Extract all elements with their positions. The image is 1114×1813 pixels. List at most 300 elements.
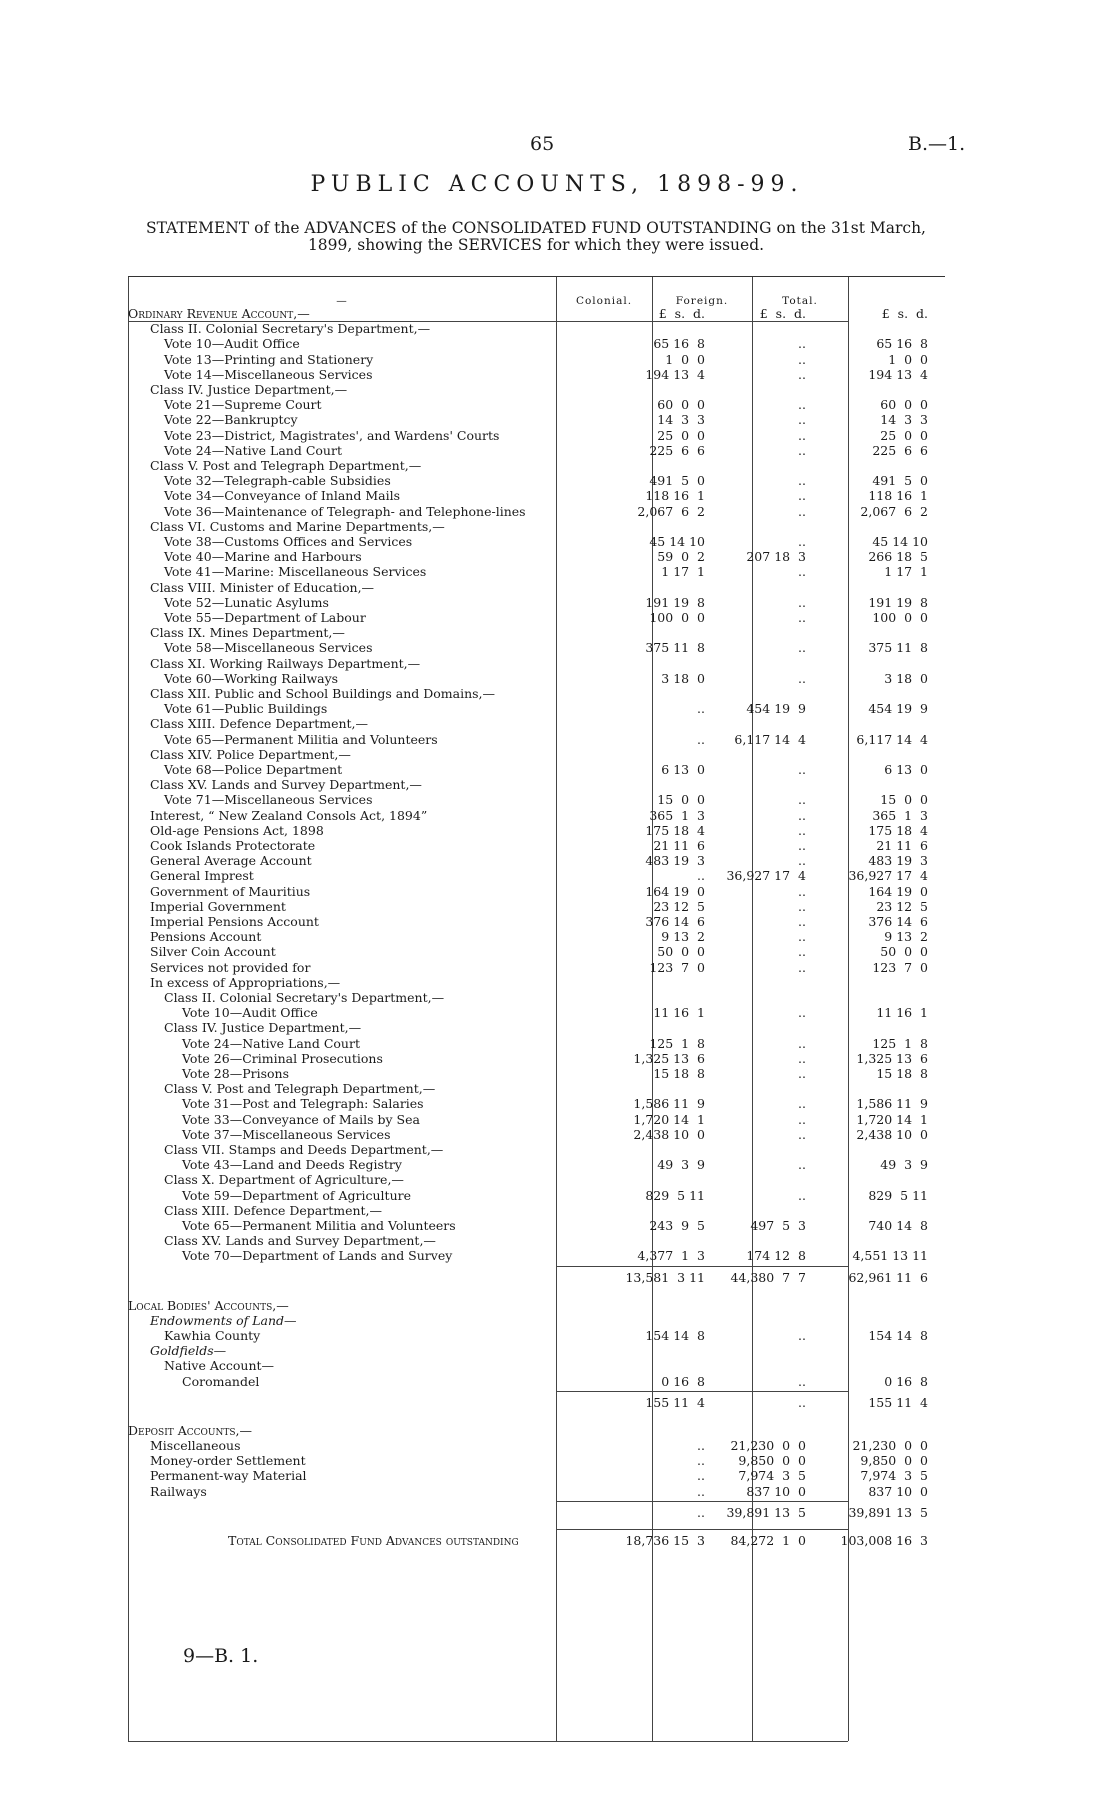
total-amount: 62,961 11 6 xyxy=(848,1269,928,1285)
table-row xyxy=(128,1468,945,1483)
foreign-amount: .. xyxy=(798,1126,806,1142)
table-row xyxy=(128,990,945,1005)
colonial-amount: .. xyxy=(697,1504,705,1520)
total-amount: 2,438 10 0 xyxy=(856,1126,928,1142)
table-row xyxy=(128,458,945,473)
row-label: Vote 36—Maintenance of Telegraph- and Telephone-lines xyxy=(164,503,526,519)
colonial-amount: 154 14 8 xyxy=(645,1328,705,1343)
table-row xyxy=(128,625,945,640)
row-label: Ordinary Revenue Account,— xyxy=(128,306,310,321)
row-label: Imperial Pensions Account xyxy=(150,914,319,929)
foreign-amount: .. xyxy=(798,838,806,853)
total-amount: 1,325 13 6 xyxy=(856,1050,928,1066)
colonial-amount: 118 16 1 xyxy=(645,488,705,504)
row-label: Vote 60—Working Railways xyxy=(164,670,339,686)
table-row xyxy=(128,1020,945,1035)
colonial-amount: 829 5 11 xyxy=(645,1187,705,1203)
row-label: Class XII. Public and School Buildings and Domains,— xyxy=(150,686,496,701)
colonial-amount: 225 6 6 xyxy=(649,442,705,458)
colonial-amount: 155 11 4 xyxy=(645,1394,705,1410)
colonial-amount: 194 13 4 xyxy=(645,366,705,382)
total-amount: 15 0 0 xyxy=(880,792,928,808)
row-label: Vote 32—Telegraph-cable Subsidies xyxy=(164,473,391,489)
foreign-amount: .. xyxy=(798,944,806,960)
foreign-amount: 21,230 0 0 xyxy=(730,1438,806,1453)
total-amount: 4,551 13 11 xyxy=(852,1248,928,1264)
row-label: Vote 22—Bankruptcy xyxy=(164,412,298,428)
row-label: Vote 14—Miscellaneous Services xyxy=(164,366,373,382)
table-row xyxy=(128,1188,945,1203)
colonial-amount: 1,325 13 6 xyxy=(633,1050,705,1066)
row-label: Vote 10—Audit Office xyxy=(164,336,300,352)
row-label: Kawhia County xyxy=(164,1328,261,1343)
table-row xyxy=(128,1142,945,1157)
table-row xyxy=(128,1343,945,1358)
colonial-amount: .. xyxy=(697,868,705,884)
row-label: Deposit Accounts,— xyxy=(128,1422,253,1438)
colonial-amount: .. xyxy=(697,1468,705,1484)
total-amount: 483 19 3 xyxy=(868,853,928,869)
colonial-amount: .. xyxy=(697,701,705,717)
total-amount: 3 18 0 xyxy=(884,670,928,686)
foreign-amount: 837 10 0 xyxy=(746,1483,806,1499)
row-label: In excess of Appropriations,— xyxy=(150,974,341,990)
colonial-amount: 50 0 0 xyxy=(657,944,705,960)
foreign-amount: 174 12 8 xyxy=(746,1248,806,1264)
foreign-amount: .. xyxy=(798,412,806,428)
row-label: Vote 34—Conveyance of Inland Mails xyxy=(164,488,400,504)
colonial-amount: 483 19 3 xyxy=(645,853,705,869)
total-amount: 25 0 0 xyxy=(880,427,928,443)
row-label: Class XIII. Defence Department,— xyxy=(150,716,369,732)
colonial-amount: 59 0 2 xyxy=(657,549,705,565)
total-amount: 175 18 4 xyxy=(868,822,928,838)
foreign-amount: 84,272 1 0 xyxy=(730,1532,806,1548)
foreign-amount: 44,380 7 7 xyxy=(730,1269,806,1285)
table-row xyxy=(128,1533,945,1548)
row-label: General Average Account xyxy=(150,853,312,869)
colonial-amount: 15 18 8 xyxy=(653,1066,705,1081)
column-header-blank: — xyxy=(336,295,348,307)
row-label: Class V. Post and Telegraph Department,— xyxy=(150,458,422,473)
total-amount: 155 11 4 xyxy=(868,1394,928,1410)
total-amount: 123 7 0 xyxy=(872,959,928,975)
row-label: Vote 59—Department of Agriculture xyxy=(182,1187,411,1203)
colonial-amount: 1 17 1 xyxy=(661,564,705,580)
foreign-amount: .. xyxy=(798,1035,806,1051)
page-title: PUBLIC ACCOUNTS, 1898-99. xyxy=(310,172,804,197)
total-amount: 50 0 0 xyxy=(880,944,928,960)
table-row xyxy=(128,488,945,503)
colonial-amount: 0 16 8 xyxy=(661,1373,705,1389)
foreign-amount: .. xyxy=(798,1096,806,1112)
table-row xyxy=(128,732,945,747)
table-row xyxy=(128,1328,945,1343)
foreign-amount: .. xyxy=(798,397,806,413)
row-label: Old-age Pensions Act, 1898 xyxy=(150,822,324,838)
colonial-amount: 23 12 5 xyxy=(653,898,705,914)
column-header-colonial: Colonial. xyxy=(575,295,633,307)
colonial-amount: .. xyxy=(697,731,705,747)
row-label: Vote 61—Public Buildings xyxy=(164,701,328,717)
total-amount: 118 16 1 xyxy=(868,488,928,504)
table-row xyxy=(128,716,945,731)
row-label: Class XIII. Defence Department,— xyxy=(164,1202,383,1218)
table-row xyxy=(128,1233,945,1248)
total-amount: 1 0 0 xyxy=(888,351,928,367)
total-amount: 9 13 2 xyxy=(884,929,928,945)
total-amount: 6 13 0 xyxy=(884,762,928,777)
table-row xyxy=(128,1358,945,1373)
colonial-amount: 11 16 1 xyxy=(653,1005,705,1021)
row-label: Class XV. Lands and Survey Department,— xyxy=(150,777,422,793)
table-row xyxy=(128,595,945,610)
foreign-amount: .. xyxy=(798,473,806,489)
row-label: Railways xyxy=(150,1483,207,1499)
total-amount: 39,891 13 5 xyxy=(848,1504,928,1520)
table-row xyxy=(128,868,945,883)
row-label: Vote 65—Permanent Militia and Volunteers xyxy=(164,731,438,747)
total-amount: 376 14 6 xyxy=(868,914,928,929)
row-label: Class X. Department of Agriculture,— xyxy=(164,1172,404,1188)
table-row xyxy=(128,306,945,321)
colonial-amount: 100 0 0 xyxy=(649,610,705,625)
row-label: Class VI. Customs and Marine Departments,— xyxy=(150,518,445,534)
table-row xyxy=(128,762,945,777)
column-header-foreign: Foreign. xyxy=(675,295,729,307)
colonial-amount: 4,377 1 3 xyxy=(637,1248,705,1264)
table-row xyxy=(128,1127,945,1142)
foreign-amount: .. xyxy=(798,898,806,914)
colonial-amount: 375 11 8 xyxy=(645,640,705,656)
table-row xyxy=(128,975,945,990)
total-amount: 21,230 0 0 xyxy=(852,1438,928,1453)
foreign-amount: .. xyxy=(798,1187,806,1203)
row-label: Vote 71—Miscellaneous Services xyxy=(164,792,373,808)
total-amount: 225 6 6 xyxy=(872,442,928,458)
colonial-amount: 13,581 3 11 xyxy=(625,1269,705,1285)
row-label: Imperial Government xyxy=(150,898,286,914)
table-row xyxy=(128,884,945,899)
table-row xyxy=(128,321,945,336)
total-amount: 100 0 0 xyxy=(872,610,928,625)
total-amount: 125 1 8 xyxy=(872,1035,928,1051)
colonial-amount: 243 9 5 xyxy=(649,1218,705,1233)
table-row xyxy=(128,747,945,762)
table-row xyxy=(128,352,945,367)
foreign-amount: 39,891 13 5 xyxy=(726,1504,806,1520)
total-amount: £ s. d. xyxy=(881,306,928,321)
table-row xyxy=(128,1313,945,1328)
row-label: Vote 70—Department of Lands and Survey xyxy=(182,1248,453,1264)
statement-heading: STATEMENT of the ADVANCES of the CONSOLIDATED FUND OUTSTANDING on the 31st March, 1899, showing the SERVICES for which they were issued. xyxy=(146,219,926,254)
table-row xyxy=(128,899,945,914)
colonial-amount: 14 3 3 xyxy=(657,412,705,428)
table-row xyxy=(128,397,945,412)
colonial-amount: 6 13 0 xyxy=(661,762,705,777)
colonial-amount: 60 0 0 xyxy=(657,397,705,413)
total-amount: 60 0 0 xyxy=(880,397,928,413)
foreign-amount: .. xyxy=(798,351,806,367)
foreign-amount: 9,850 0 0 xyxy=(738,1453,806,1469)
row-label: Vote 24—Native Land Court xyxy=(182,1035,360,1051)
total-amount: 365 1 3 xyxy=(872,807,928,823)
row-label: Services not provided for xyxy=(150,959,311,975)
column-header-total: Total. xyxy=(782,295,818,307)
foreign-amount: .. xyxy=(798,1111,806,1127)
colonial-amount: 15 0 0 xyxy=(657,792,705,808)
total-amount: 1 17 1 xyxy=(884,564,928,580)
colonial-amount: 491 5 0 xyxy=(649,473,705,489)
foreign-amount: .. xyxy=(798,1050,806,1066)
total-amount: 11 16 1 xyxy=(876,1005,928,1021)
row-label: Vote 40—Marine and Harbours xyxy=(164,549,362,565)
table-row xyxy=(128,519,945,534)
foreign-amount: 207 18 3 xyxy=(746,549,806,565)
table-row xyxy=(128,336,945,351)
document-reference: B.—1. xyxy=(908,133,966,155)
row-label: Class XIV. Police Department,— xyxy=(150,746,351,762)
total-amount: 164 19 0 xyxy=(868,883,928,899)
total-amount: 829 5 11 xyxy=(868,1187,928,1203)
total-amount: 23 12 5 xyxy=(876,898,928,914)
total-amount: 2,067 6 2 xyxy=(860,503,928,519)
foreign-amount: 36,927 17 4 xyxy=(726,868,806,884)
table-row xyxy=(128,823,945,838)
row-label: Class IX. Mines Department,— xyxy=(150,625,345,641)
colonial-amount: .. xyxy=(697,1483,705,1499)
table-row xyxy=(128,1203,945,1218)
table-row xyxy=(128,1423,945,1438)
total-amount: 7,974 3 5 xyxy=(860,1468,928,1484)
foreign-amount: 497 5 3 xyxy=(750,1218,806,1233)
row-label: Endowments of Land— xyxy=(150,1312,297,1328)
total-amount: 454 19 9 xyxy=(868,701,928,717)
foreign-amount: .. xyxy=(798,792,806,808)
row-label: Vote 24—Native Land Court xyxy=(164,442,342,458)
table-row xyxy=(128,610,945,625)
row-label: Vote 43—Land and Deeds Registry xyxy=(182,1157,402,1173)
foreign-amount: 454 19 9 xyxy=(746,701,806,717)
colonial-amount: .. xyxy=(697,1438,705,1453)
row-label: Vote 10—Audit Office xyxy=(182,1005,318,1021)
colonial-amount: 2,067 6 2 xyxy=(637,503,705,519)
total-amount: 375 11 8 xyxy=(868,640,928,656)
subtotal-rule xyxy=(556,1266,848,1267)
table-row xyxy=(128,549,945,564)
colonial-amount: 376 14 6 xyxy=(645,914,705,929)
row-label: Local Bodies' Accounts,— xyxy=(128,1297,289,1313)
total-amount: 6,117 14 4 xyxy=(856,731,928,747)
table-row xyxy=(128,412,945,427)
table-row xyxy=(128,1298,945,1313)
colonial-amount: 25 0 0 xyxy=(657,427,705,443)
total-amount: 103,008 16 3 xyxy=(840,1532,928,1548)
foreign-amount: .. xyxy=(798,1328,806,1343)
table-row xyxy=(128,382,945,397)
table-row xyxy=(128,473,945,488)
table-row xyxy=(128,960,945,975)
table-row xyxy=(128,1438,945,1453)
table-row xyxy=(128,1248,945,1263)
row-label: Total Consolidated Fund Advances outstanding xyxy=(228,1532,519,1548)
total-amount: 740 14 8 xyxy=(868,1218,928,1233)
table-row xyxy=(128,640,945,655)
table-row xyxy=(128,838,945,853)
row-label: Permanent-way Material xyxy=(150,1468,307,1484)
row-label: Vote 58—Miscellaneous Services xyxy=(164,640,373,656)
row-label: General Imprest xyxy=(150,868,254,884)
table-row xyxy=(128,1484,945,1499)
table-row xyxy=(128,1036,945,1051)
foreign-amount: .. xyxy=(798,807,806,823)
foreign-amount: .. xyxy=(798,914,806,929)
row-label: Class VIII. Minister of Education,— xyxy=(150,579,375,595)
row-label: Vote 37—Miscellaneous Services xyxy=(182,1126,391,1142)
row-label: Class V. Post and Telegraph Department,— xyxy=(164,1081,436,1097)
table-row xyxy=(128,1112,945,1127)
row-label: Silver Coin Account xyxy=(150,944,276,960)
row-label: Vote 26—Criminal Prosecutions xyxy=(182,1050,383,1066)
colonial-amount: 45 14 10 xyxy=(649,534,705,549)
row-label: Miscellaneous xyxy=(150,1438,241,1453)
total-amount: 194 13 4 xyxy=(868,366,928,382)
foreign-amount: .. xyxy=(798,959,806,975)
table-row xyxy=(128,656,945,671)
row-label: Vote 31—Post and Telegraph: Salaries xyxy=(182,1096,424,1112)
row-label: Native Account— xyxy=(164,1358,275,1374)
table-row xyxy=(128,504,945,519)
table-row xyxy=(128,671,945,686)
total-amount: 15 18 8 xyxy=(876,1066,928,1081)
total-amount: 49 3 9 xyxy=(880,1157,928,1173)
foreign-amount: .. xyxy=(798,1373,806,1389)
row-label: Vote 23—District, Magistrates', and Wardens' Courts xyxy=(164,427,500,443)
colonial-amount: £ s. d. xyxy=(658,306,705,321)
foreign-amount: .. xyxy=(798,564,806,580)
total-amount: 0 16 8 xyxy=(884,1373,928,1389)
subtotal-row xyxy=(128,1505,945,1520)
row-label: Vote 28—Prisons xyxy=(182,1066,289,1081)
table-row xyxy=(128,1005,945,1020)
foreign-amount: .. xyxy=(798,883,806,899)
table-row xyxy=(128,1096,945,1111)
total-amount: 491 5 0 xyxy=(872,473,928,489)
row-label: Coromandel xyxy=(182,1373,260,1389)
foreign-amount: £ s. d. xyxy=(759,306,806,321)
total-amount: 1,586 11 9 xyxy=(856,1096,928,1112)
table-row xyxy=(128,1157,945,1172)
row-label: Pensions Account xyxy=(150,929,262,945)
row-label: Vote 65—Permanent Militia and Volunteers xyxy=(182,1218,456,1233)
table-row xyxy=(128,853,945,868)
row-label: Interest, “ New Zealand Consols Act, 1894” xyxy=(150,807,428,823)
table-row xyxy=(128,1081,945,1096)
footer-signature: 9—B. 1. xyxy=(183,1645,259,1667)
row-label: Vote 21—Supreme Court xyxy=(164,397,322,413)
total-amount: 36,927 17 4 xyxy=(848,868,928,884)
row-label: Vote 13—Printing and Stationery xyxy=(164,351,374,367)
colonial-amount: 191 19 8 xyxy=(645,594,705,610)
foreign-amount: .. xyxy=(798,640,806,656)
colonial-amount: 175 18 4 xyxy=(645,822,705,838)
table-row xyxy=(128,428,945,443)
subtotal-rule xyxy=(556,1529,848,1530)
foreign-amount: .. xyxy=(798,366,806,382)
foreign-amount: .. xyxy=(798,1157,806,1173)
total-amount: 21 11 6 xyxy=(876,838,928,853)
colonial-amount: 123 7 0 xyxy=(649,959,705,975)
row-label: Class IV. Justice Department,— xyxy=(150,382,348,397)
subtotal-row xyxy=(128,1270,945,1285)
total-amount: 191 19 8 xyxy=(868,594,928,610)
foreign-amount: .. xyxy=(798,442,806,458)
foreign-amount: .. xyxy=(798,594,806,610)
foreign-amount: .. xyxy=(798,929,806,945)
table-row xyxy=(128,1051,945,1066)
table-row xyxy=(128,808,945,823)
colonial-amount: 164 19 0 xyxy=(645,883,705,899)
total-amount: 837 10 0 xyxy=(868,1483,928,1499)
foreign-amount: .. xyxy=(798,534,806,549)
table-row xyxy=(128,564,945,579)
row-label: Vote 38—Customs Offices and Services xyxy=(164,534,413,549)
row-label: Cook Islands Protectorate xyxy=(150,838,316,853)
foreign-amount: 6,117 14 4 xyxy=(734,731,806,747)
colonial-amount: 1,720 14 1 xyxy=(633,1111,705,1127)
foreign-amount: .. xyxy=(798,488,806,504)
colonial-amount: 1,586 11 9 xyxy=(633,1096,705,1112)
table-row xyxy=(128,1453,945,1468)
foreign-amount: .. xyxy=(798,762,806,777)
table-row xyxy=(128,686,945,701)
table-row xyxy=(128,534,945,549)
foreign-amount: .. xyxy=(798,503,806,519)
colonial-amount: 365 1 3 xyxy=(649,807,705,823)
subtotal-rule xyxy=(556,1501,848,1502)
total-amount: 65 16 8 xyxy=(876,336,928,352)
colonial-amount: 1 0 0 xyxy=(665,351,705,367)
row-label: Government of Mauritius xyxy=(150,883,311,899)
row-label: Class XI. Working Railways Department,— xyxy=(150,655,421,671)
row-label: Vote 55—Department of Labour xyxy=(164,610,366,625)
total-amount: 1,720 14 1 xyxy=(856,1111,928,1127)
colonial-amount: 18,736 15 3 xyxy=(625,1532,705,1548)
table-row xyxy=(128,443,945,458)
row-label: Vote 33—Conveyance of Mails by Sea xyxy=(182,1111,420,1127)
colonial-amount: 21 11 6 xyxy=(653,838,705,853)
table-row xyxy=(128,777,945,792)
advances-table xyxy=(128,276,945,1813)
colonial-amount: 9 13 2 xyxy=(661,929,705,945)
row-label: Vote 52—Lunatic Asylums xyxy=(164,594,329,610)
foreign-amount: .. xyxy=(798,610,806,625)
table-row xyxy=(128,701,945,716)
foreign-amount: .. xyxy=(798,1005,806,1021)
total-amount: 14 3 3 xyxy=(880,412,928,428)
row-label: Vote 68—Police Department xyxy=(164,762,343,777)
colonial-amount: 65 16 8 xyxy=(653,336,705,352)
foreign-amount: .. xyxy=(798,427,806,443)
subtotal-rule xyxy=(556,1391,848,1392)
table-row xyxy=(128,792,945,807)
row-label: Money-order Settlement xyxy=(150,1453,306,1469)
table-bottom-rule xyxy=(128,1741,848,1742)
row-label: Class XV. Lands and Survey Department,— xyxy=(164,1233,436,1249)
page-number: 65 xyxy=(530,133,555,155)
total-amount: 266 18 5 xyxy=(868,549,928,565)
row-label: Class VII. Stamps and Deeds Department,— xyxy=(164,1142,444,1157)
